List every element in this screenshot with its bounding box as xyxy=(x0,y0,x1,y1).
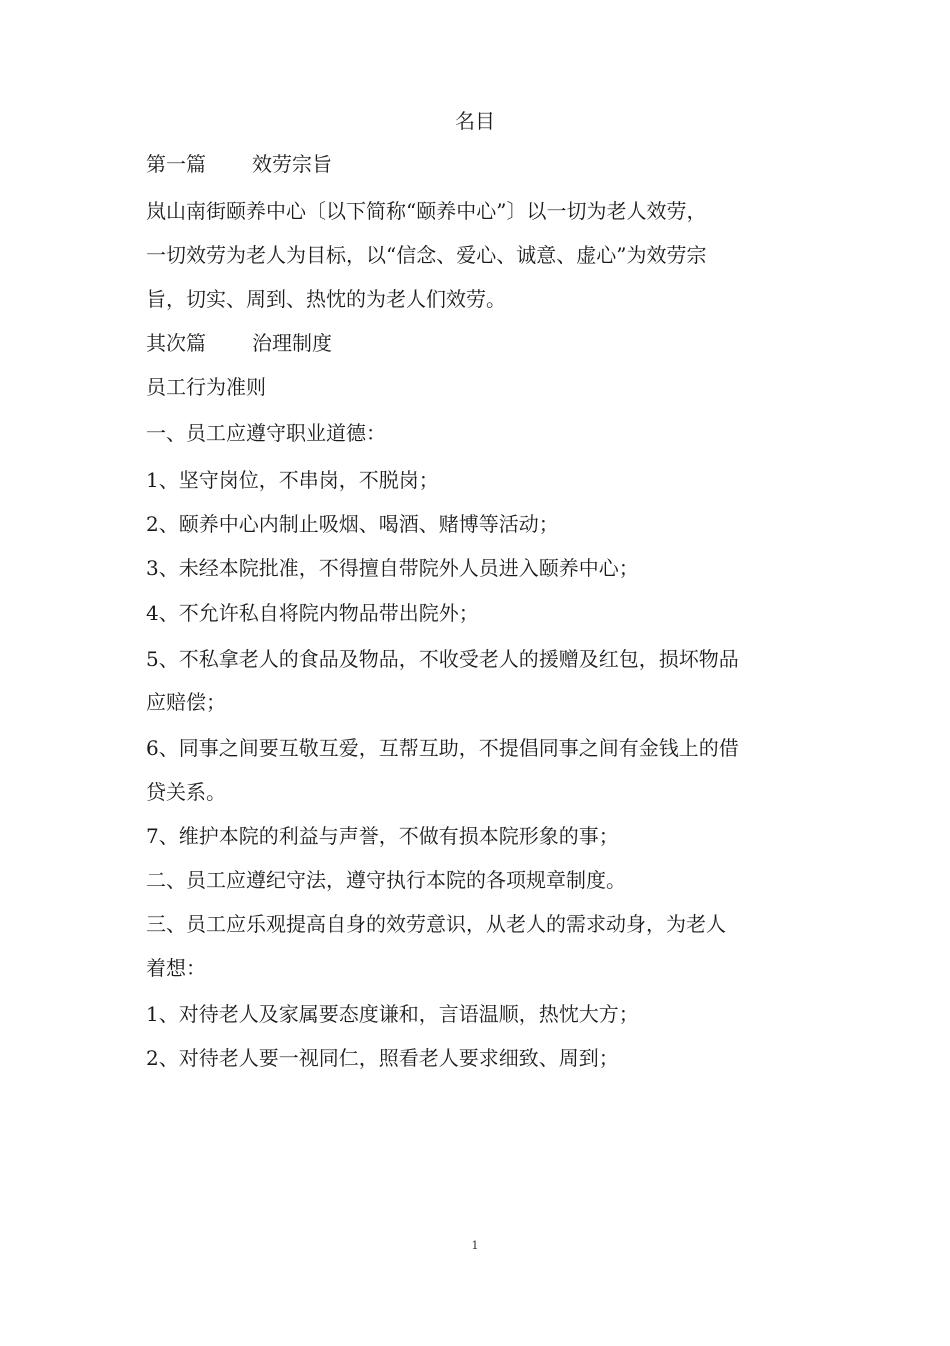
rule-item: 2、颐养中心内制止吸烟、喝酒、赌博等活动； xyxy=(146,512,559,536)
rule-item: 5、不私拿老人的食品及物品，不收受老人的援赠及红包，损坏物品 xyxy=(146,647,739,671)
rule-item: 6、同事之间要互敬互爱，互帮互助，不提倡同事之间有金钱上的借 xyxy=(146,736,739,760)
item-three-heading: 三、员工应乐观提高自身的效劳意识，从老人的需求动身，为老人 xyxy=(146,912,726,936)
paragraph-line: 旨，切实、周到、热忱的为老人们效劳。 xyxy=(146,287,506,311)
page-number: 1 xyxy=(471,1239,479,1252)
rule-item-continued: 应赔偿； xyxy=(146,690,226,714)
section-label: 第一篇 xyxy=(146,152,206,176)
rule-item: 3、未经本院批准，不得擅自带院外人员进入颐养中心； xyxy=(146,556,639,580)
section-heading-1 xyxy=(146,149,332,179)
section-heading-2 xyxy=(146,328,332,358)
rule-item: 1、对待老人及家属要态度谦和，言语温顺，热忱大方； xyxy=(146,1002,639,1026)
document-title: 名目 xyxy=(455,109,495,133)
paragraph-line: 岚山南街颐养中心〔以下简称“颐养中心”〕以一切为老人效劳， xyxy=(146,199,707,223)
rule-item: 4、不允许私自将院内物品带出院外； xyxy=(146,601,479,625)
item-three-heading-continued: 着想： xyxy=(146,956,206,980)
section-name: 治理制度 xyxy=(252,331,332,355)
rule-item: 7、维护本院的利益与声誉，不做有损本院形象的事； xyxy=(146,824,619,848)
rule-item-continued: 贷关系。 xyxy=(146,780,226,804)
rule-item: 2、对待老人要一视同仁，照看老人要求细致、周到； xyxy=(146,1046,619,1070)
section-label: 其次篇 xyxy=(146,331,206,355)
section-name: 效劳宗旨 xyxy=(252,152,332,176)
item-one-heading: 一、员工应遵守职业道德： xyxy=(146,421,386,445)
paragraph-line: 一切效劳为老人为目标，以“信念、爱心、诚意、虚心”为效劳宗 xyxy=(146,243,707,267)
item-two-heading: 二、员工应遵纪守法，遵守执行本院的各项规章制度。 xyxy=(146,868,626,892)
rule-item: 1、坚守岗位，不串岗，不脱岗； xyxy=(146,468,439,492)
code-of-conduct-title: 员工行为准则 xyxy=(146,375,266,399)
